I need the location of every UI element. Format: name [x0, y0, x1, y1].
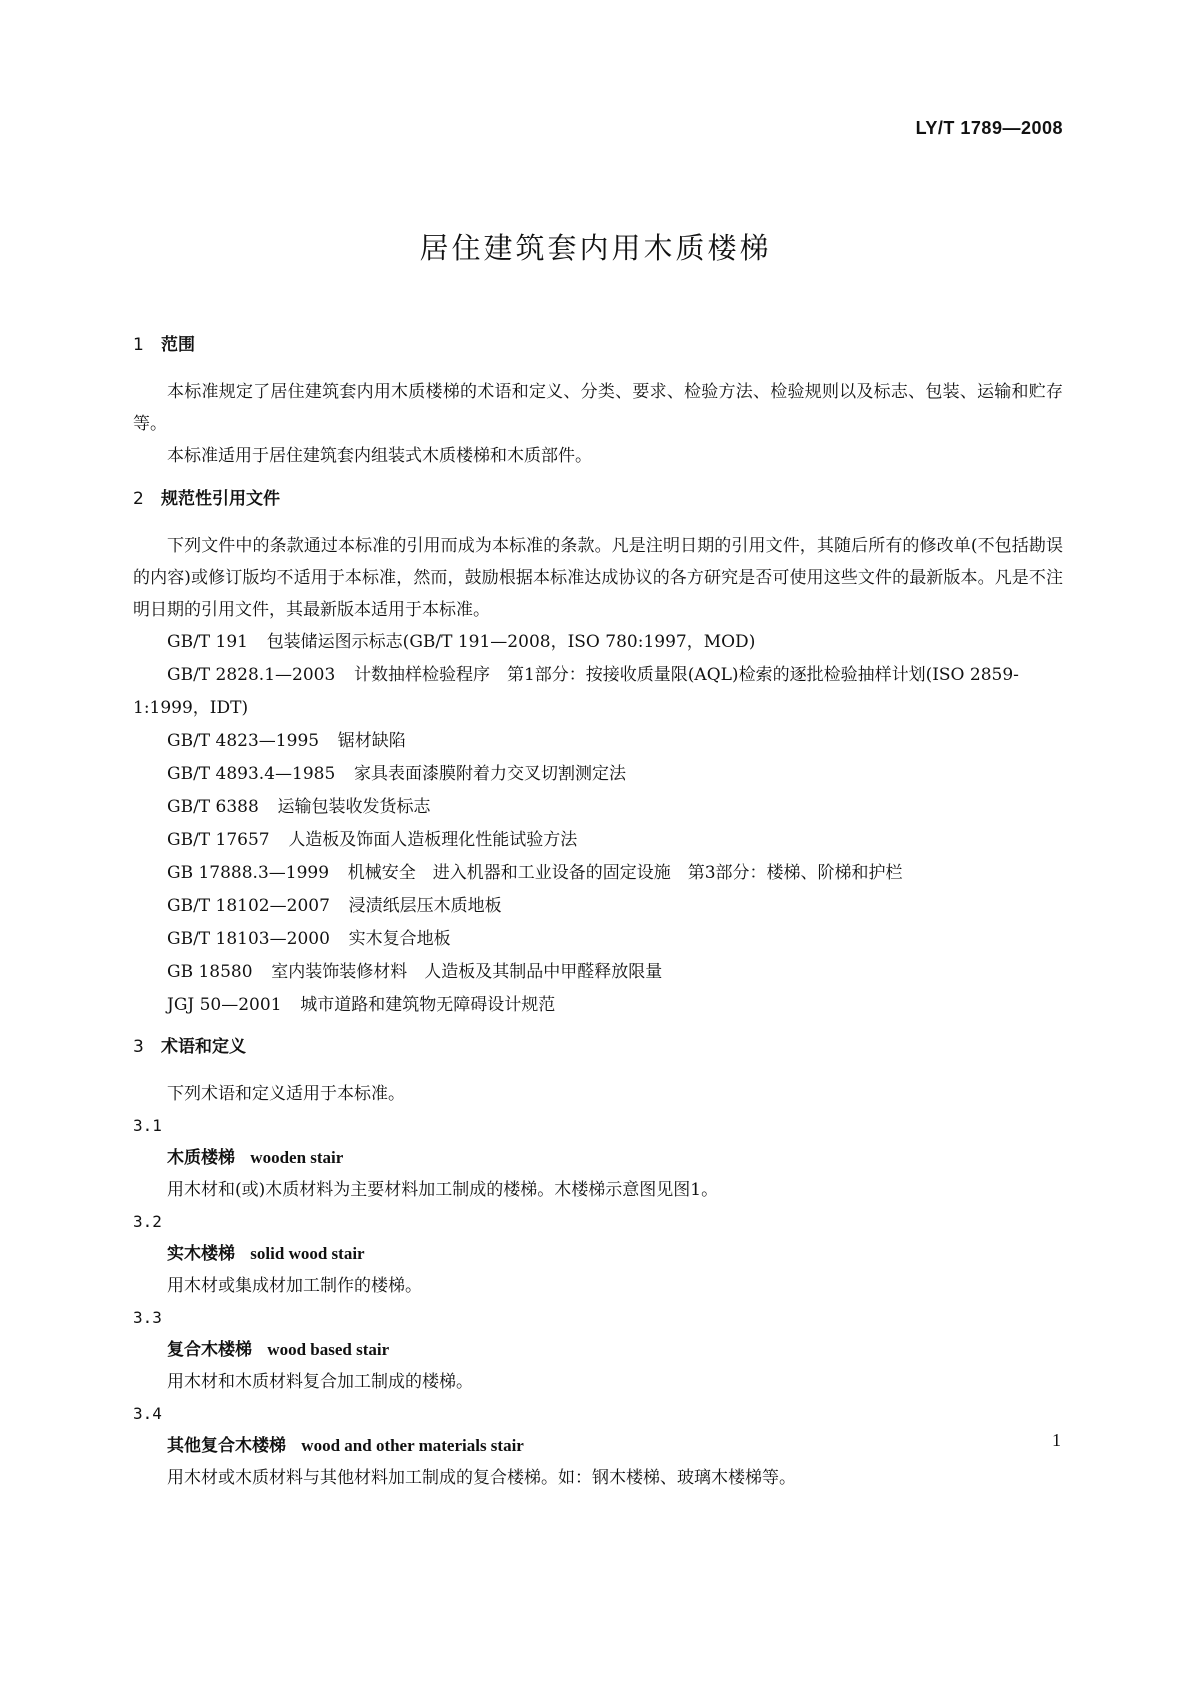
term-definition: 用木材和木质材料复合加工制成的楼梯。 [167, 1372, 473, 1392]
reference-code: GB/T 191 [167, 632, 248, 652]
reference-title: 机械安全 进入机器和工业设备的固定设施 第3部分：楼梯、阶梯和护栏 [347, 863, 903, 883]
reference-code: GB/T 4893.4—1985 [167, 764, 336, 784]
term-en: wood and other materials stair [301, 1436, 524, 1455]
reference-code: GB 18580 [167, 962, 253, 982]
term-entry [133, 1206, 1063, 1302]
reference-item [133, 956, 1063, 989]
reference-code: GB/T 18102—2007 [167, 896, 330, 916]
document-code: LY/T 1789—2008 [915, 118, 1063, 138]
section-number: 1 [133, 335, 144, 355]
reference-title: 浸渍纸层压木质地板 [348, 896, 502, 916]
reference-title: 室内装饰装修材料 人造板及其制品中甲醛释放限量 [271, 962, 663, 982]
reference-title: 包装储运图示标志(GB/T 191—2008，ISO 780:1997，MOD) [266, 632, 756, 652]
reference-item [133, 989, 1063, 1022]
section-number: 2 [133, 489, 144, 509]
section-number: 3 [133, 1037, 144, 1057]
term-number: 3.1 [133, 1116, 162, 1135]
reference-item [133, 659, 1063, 725]
reference-title: 实木复合地板 [348, 929, 451, 949]
document-body [133, 328, 1063, 1494]
term-number: 3.3 [133, 1308, 162, 1327]
term-definition: 用木材和(或)木质材料为主要材料加工制成的楼梯。木楼梯示意图见图1。 [167, 1180, 719, 1200]
section-heading [133, 1030, 1063, 1064]
reference-code: JGJ 50—2001 [167, 995, 282, 1015]
reference-title: 人造板及饰面人造板理化性能试验方法 [288, 830, 578, 850]
reference-item [133, 923, 1063, 956]
reference-code: GB/T 18103—2000 [167, 929, 330, 949]
reference-title: 城市道路和建筑物无障碍设计规范 [300, 995, 556, 1015]
term-zh: 其他复合木楼梯 [167, 1436, 286, 1456]
term-number: 3.4 [133, 1404, 162, 1423]
reference-item [133, 626, 1063, 659]
term-heading [133, 1142, 1063, 1174]
term-en: wood based stair [267, 1340, 390, 1359]
reference-code: GB/T 4823—1995 [167, 731, 320, 751]
reference-code: GB/T 17657 [167, 830, 270, 850]
term-definition: 用木材或集成材加工制作的楼梯。 [167, 1276, 422, 1296]
paragraph: 下列术语和定义适用于本标准。 [167, 1084, 405, 1104]
term-zh: 木质楼梯 [167, 1148, 235, 1168]
document-title: 居住建筑套内用木质楼梯 [419, 231, 772, 265]
term-heading [133, 1238, 1063, 1270]
term-heading [133, 1430, 1063, 1462]
reference-item [133, 824, 1063, 857]
term-definition: 用木材或木质材料与其他材料加工制成的复合楼梯。如：钢木楼梯、玻璃木楼梯等。 [167, 1468, 796, 1488]
term-en: wooden stair [250, 1148, 344, 1167]
paragraph: 本标准规定了居住建筑套内用木质楼梯的术语和定义、分类、要求、检验方法、检验规则以及标志、包装、运输和贮存等。 [133, 382, 1063, 434]
reference-code: GB 17888.3—1999 [167, 863, 330, 883]
term-en: solid wood stair [250, 1244, 365, 1263]
reference-title: 锯材缺陷 [337, 731, 406, 751]
paragraph: 本标准适用于居住建筑套内组装式木质楼梯和木质部件。 [167, 446, 592, 466]
reference-item [133, 857, 1063, 890]
reference-title: 运输包装收发货标志 [277, 797, 431, 817]
paragraph: 下列文件中的条款通过本标准的引用而成为本标准的条款。凡是注明日期的引用文件，其随后所有的修改单(不包括勘误的内容)或修订版均不适用于本标准，然而，鼓励根据本标准达成协议的各方研究是否可使用这些文件的最新版本。凡是不注明日期的引用文件，其最新版本适用于本标准。 [133, 536, 1063, 620]
section-title-text: 规范性引用文件 [161, 489, 280, 509]
page-number: 1 [1052, 1430, 1061, 1450]
term-heading [133, 1334, 1063, 1366]
term-zh: 复合木楼梯 [167, 1340, 252, 1360]
reference-code: GB/T 6388 [167, 797, 259, 817]
term-entry [133, 1302, 1063, 1398]
term-number: 3.2 [133, 1212, 162, 1231]
section-title-text: 范围 [161, 335, 195, 355]
reference-item [133, 725, 1063, 758]
section-heading [133, 328, 1063, 362]
section-title-text: 术语和定义 [161, 1037, 246, 1057]
reference-item [133, 791, 1063, 824]
reference-code: GB/T 2828.1—2003 [167, 665, 336, 685]
term-zh: 实木楼梯 [167, 1244, 235, 1264]
term-entry [133, 1398, 1063, 1494]
section-heading [133, 482, 1063, 516]
reference-title: 家具表面漆膜附着力交叉切割测定法 [353, 764, 626, 784]
reference-item [133, 758, 1063, 791]
reference-item [133, 890, 1063, 923]
term-entry [133, 1110, 1063, 1206]
reference-title: 计数抽样检验程序 第1部分：按接收质量限(AQL)检索的逐批检验抽样计划(ISO 2859-1:1999，IDT) [133, 665, 1019, 718]
